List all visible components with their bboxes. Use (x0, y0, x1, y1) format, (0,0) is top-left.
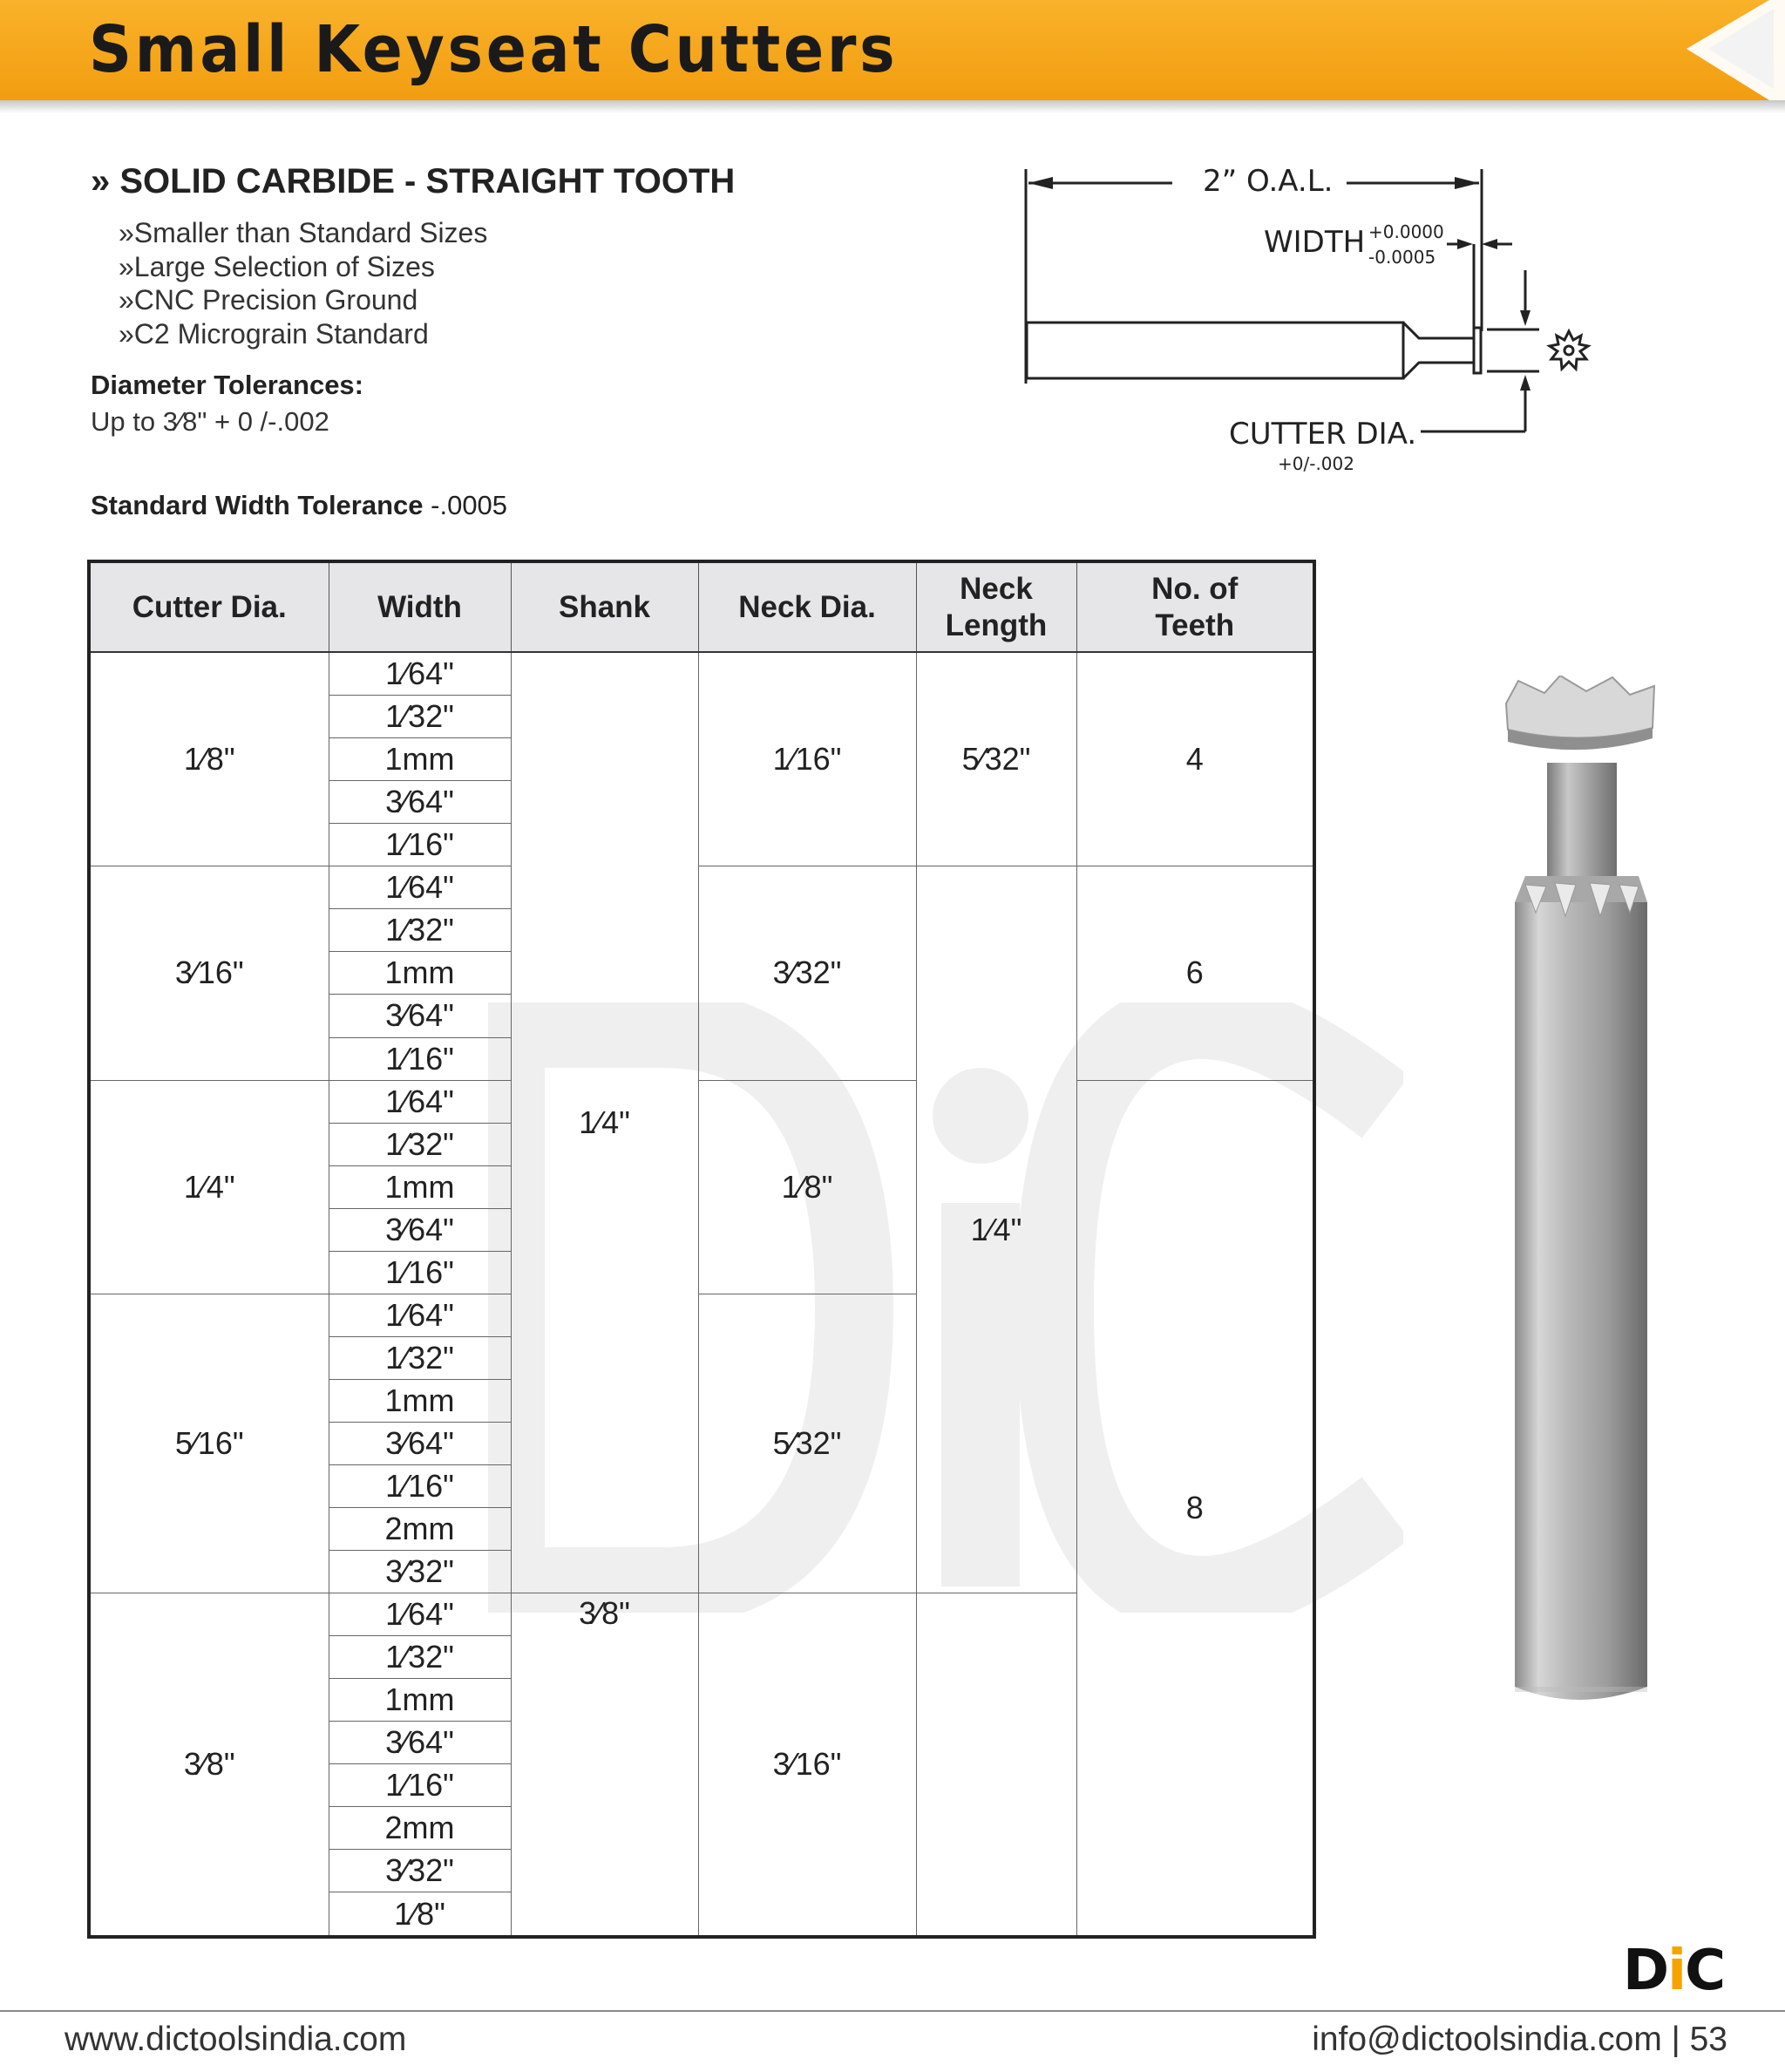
width-cell: 1⁄16" (329, 824, 511, 866)
logo-letter: D (1623, 1939, 1668, 2003)
keyseat-cutter-image (1499, 676, 1656, 1713)
width-cell: 3⁄64" (329, 1422, 511, 1464)
table-header-row (89, 561, 1314, 652)
section-title: » SOLID CARBIDE - STRAIGHT TOOTH (91, 162, 736, 200)
width-label: WIDTH (1264, 225, 1366, 260)
cutter-dia-label: CUTTER DIA. (1229, 417, 1417, 452)
width-cell: 1⁄32" (329, 1123, 511, 1165)
footer-website-link[interactable]: www.dictoolsindia.com (64, 2021, 407, 2058)
neck-length-cell: 1⁄4" (916, 866, 1076, 1593)
teeth-cell: 6 (1076, 866, 1314, 1080)
width-tolerance (91, 490, 507, 521)
table-row (89, 1080, 1314, 1123)
feature-item: » CNC Precision Ground (119, 283, 487, 317)
diameter-tolerance-value: Up to 3⁄8" + 0 /-.002 (91, 406, 329, 437)
spec-table (87, 560, 1316, 1939)
width-cell: 3⁄64" (329, 1208, 511, 1251)
width-cell: 1⁄32" (329, 696, 511, 738)
width-minus-tolerance: -0.0005 (1368, 247, 1436, 268)
width-cell: 1mm (329, 952, 511, 995)
width-cell: 1⁄64" (329, 1294, 511, 1336)
width-cell: 3⁄32" (329, 1551, 511, 1593)
cutter-dia-cell: 3⁄16" (89, 866, 329, 1080)
width-cell: 1mm (329, 1165, 511, 1208)
cutter-dia-cell: 1⁄8" (89, 652, 329, 866)
footer-contact[interactable]: info@dictoolsindia.com | 53 (1312, 2021, 1727, 2058)
width-tolerance-value: -.0005 (423, 490, 508, 520)
column-header: Neck Dia. (698, 561, 916, 652)
table-row (89, 652, 1314, 696)
width-cell: 1mm (329, 1379, 511, 1422)
width-cell: 1⁄16" (329, 1764, 511, 1807)
width-cell: 1⁄8" (329, 1892, 511, 1937)
diameter-tolerance-heading: Diameter Tolerances: (91, 370, 363, 400)
width-cell: 1⁄32" (329, 909, 511, 952)
header-banner (0, 0, 1785, 105)
width-cell: 3⁄64" (329, 1722, 511, 1764)
shank-cell: 1⁄4" (511, 652, 698, 1593)
width-cell: 2mm (329, 1807, 511, 1850)
cutter-dia-cell: 5⁄16" (89, 1294, 329, 1593)
teeth-cell: 8 (1076, 1080, 1314, 1937)
width-cell: 1⁄64" (329, 1593, 511, 1636)
neck-length-cell: 5⁄32" (916, 652, 1076, 866)
shank-cell: 3⁄8" (511, 1593, 698, 1937)
neck-dia-cell: 1⁄16" (698, 652, 916, 866)
width-cell: 1⁄16" (329, 1464, 511, 1507)
gear-icon (1550, 331, 1588, 369)
width-cell: 1⁄64" (329, 1080, 511, 1123)
width-cell: 1mm (329, 1679, 511, 1722)
width-cell: 1⁄64" (329, 652, 511, 696)
width-cell: 3⁄64" (329, 995, 511, 1037)
oal-label: 2” O.A.L. (1203, 164, 1334, 199)
neck-dia-cell: 1⁄8" (698, 1080, 916, 1294)
neck-dia-cell: 3⁄16" (698, 1593, 916, 1937)
width-cell: 1⁄64" (329, 866, 511, 909)
cutter-dia-tolerance: +0/-.002 (1278, 453, 1354, 474)
neck-dia-cell: 3⁄32" (698, 866, 916, 1080)
neck-dia-cell: 5⁄32" (698, 1294, 916, 1593)
table-row (89, 866, 1314, 909)
column-header: Neck Length (916, 561, 1076, 652)
width-cell: 1mm (329, 738, 511, 781)
width-cell: 2mm (329, 1508, 511, 1551)
width-plus-tolerance: +0.0000 (1368, 221, 1444, 242)
width-cell: 3⁄32" (329, 1850, 511, 1892)
logo-letter: C (1685, 1939, 1725, 2003)
logo-letter: i (1667, 1939, 1686, 2003)
dic-logo (1623, 1939, 1724, 2003)
width-tolerance-label: Standard Width Tolerance (91, 490, 424, 520)
feature-item: » C2 Micrograin Standard (119, 317, 487, 351)
width-cell: 1⁄16" (329, 1037, 511, 1080)
feature-item: » Large Selection of Sizes (119, 250, 487, 284)
width-cell: 1⁄32" (329, 1336, 511, 1379)
cutter-dia-cell: 1⁄4" (89, 1080, 329, 1294)
column-header: Shank (511, 561, 698, 652)
cutter-dia-cell: 3⁄8" (89, 1593, 329, 1937)
teeth-cell: 4 (1076, 652, 1314, 866)
column-header: Cutter Dia. (89, 561, 329, 652)
width-cell: 3⁄64" (329, 781, 511, 824)
feature-item: » Smaller than Standard Sizes (119, 216, 487, 250)
column-header: Width (329, 561, 511, 652)
footer-divider (0, 2010, 1785, 2012)
page-title: Small Keyseat Cutters (89, 12, 899, 87)
tool-diagram (1002, 157, 1612, 488)
width-cell: 1⁄16" (329, 1251, 511, 1294)
feature-list (119, 216, 487, 350)
column-header: No. of Teeth (1076, 561, 1314, 652)
width-cell: 1⁄32" (329, 1636, 511, 1679)
